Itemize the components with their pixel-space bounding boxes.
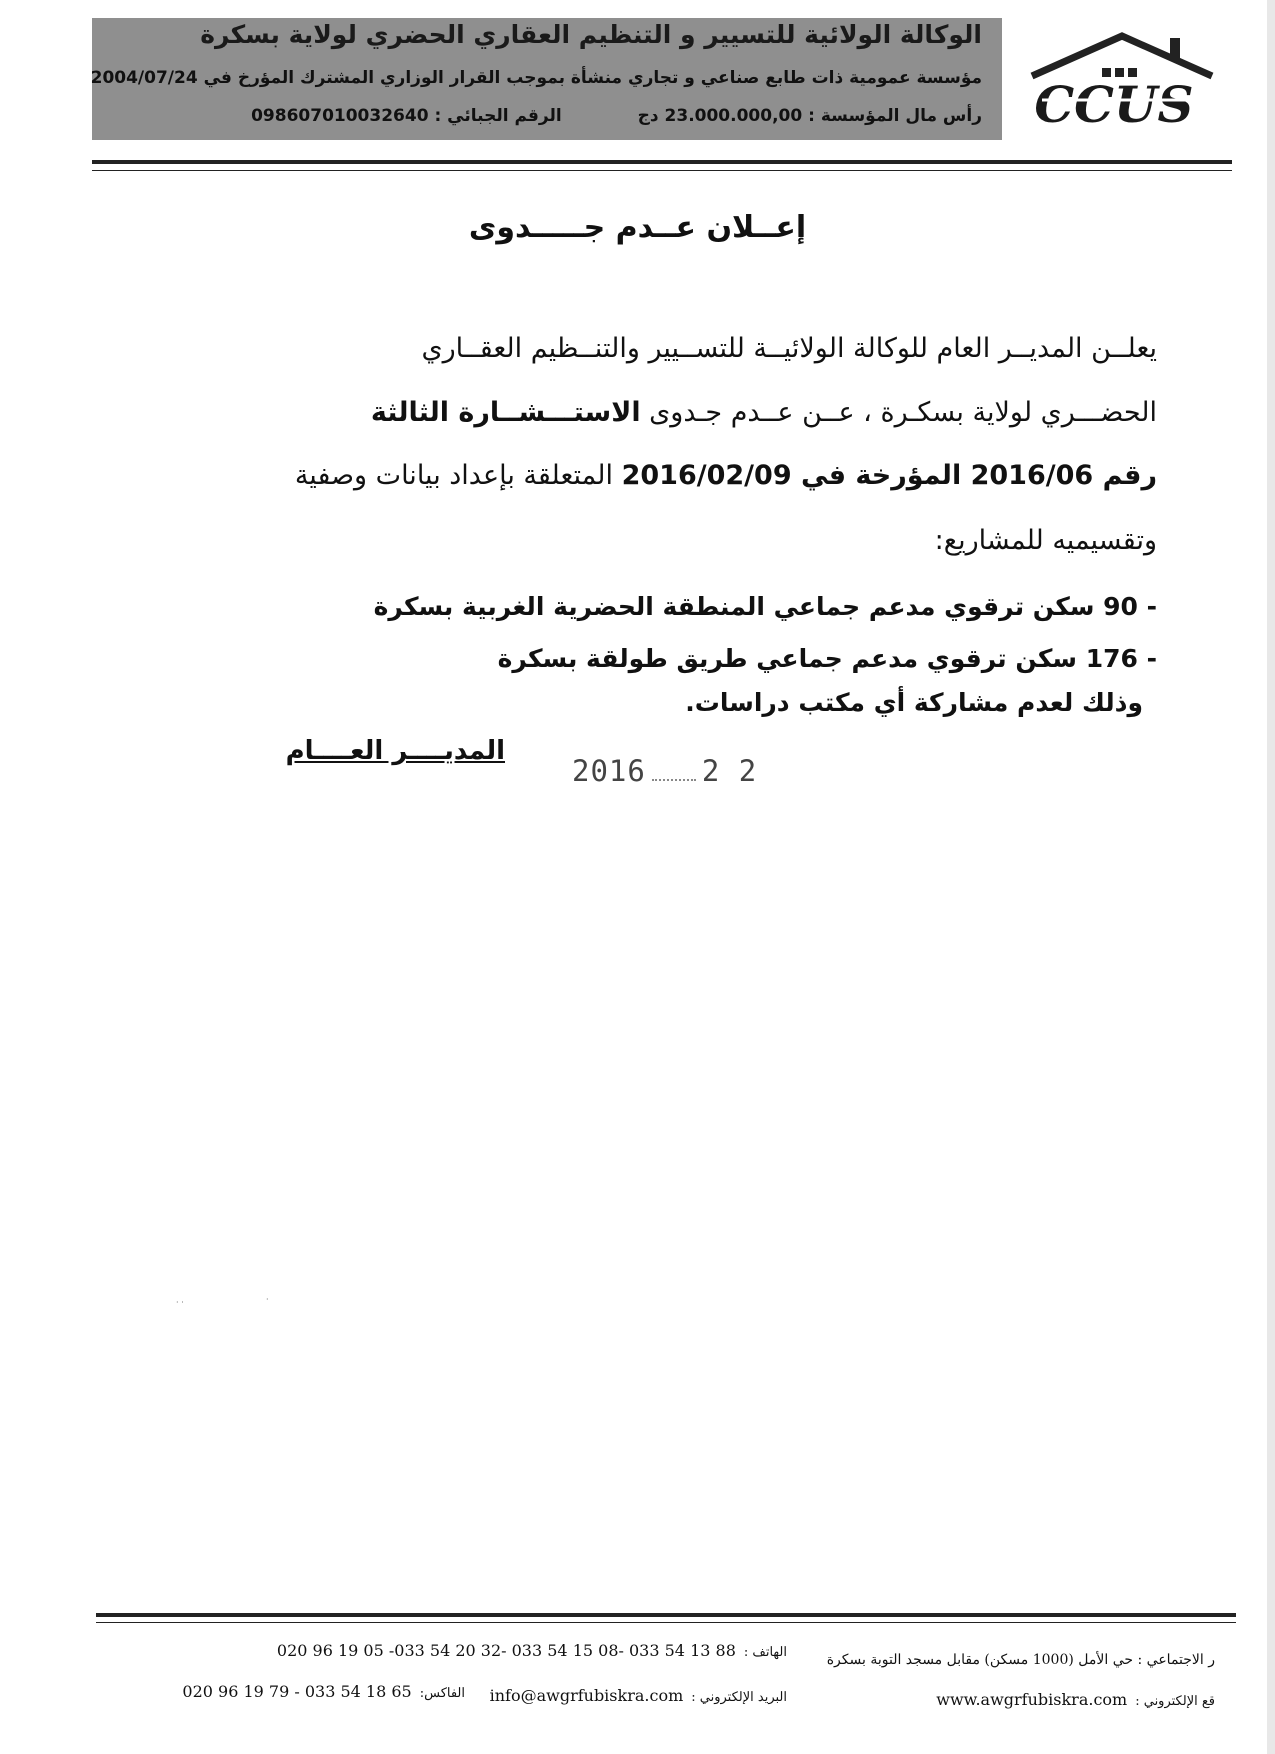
consultation-name: الاستـــشــارة الثالثة	[370, 397, 641, 428]
header-rule-thin	[92, 170, 1232, 171]
capital-text: رأس مال المؤسسة : 23.000.000,00 دج	[637, 106, 982, 126]
footer-address: ر الاجتماعي : حي الأمل (1000 مسكن) مقابل مسجد التوبة بسكرة	[826, 1652, 1215, 1668]
header-rule	[92, 160, 1232, 164]
phone-numbers: 020 96 19 05 -033 54 20 32- 033 54 15 08- 033 54 13 88	[276, 1641, 736, 1660]
scan-speck: · ·	[176, 1298, 184, 1307]
letterhead-band	[92, 18, 1002, 140]
stamp-year: 2016	[572, 754, 646, 788]
body-line-3-text: المتعلقة بإعداد بيانات وصفية	[294, 460, 622, 491]
body-line-2-text: الحضـــري لولاية بسكـرة ، عــن عــدم جـدوى	[640, 397, 1157, 428]
footer-rule	[96, 1613, 1236, 1617]
footer-phones	[277, 1641, 787, 1660]
body-line-4: وتقسيميه للمشاريع:	[934, 525, 1157, 556]
footer-fax	[182, 1682, 465, 1701]
tax-id-text: الرقم الجبائي : 098607010032640	[251, 106, 562, 126]
date-stamp	[572, 754, 757, 788]
project-item: - 176 سكن ترقوي مدعم جماعي طريق طولقة بسكرة	[497, 644, 1157, 673]
agency-name: الوكالة الولائية للتسيير و التنظيم العقاري الحضري لولاية بسكرة	[200, 20, 982, 49]
body-line-2	[371, 397, 1157, 428]
svg-text:CCUS: CCUS	[1034, 75, 1194, 134]
stamp-month-mark	[652, 761, 696, 781]
agency-logo	[1002, 18, 1234, 140]
agency-ids	[251, 106, 982, 126]
reason-line: وذلك لعدم مشاركة أي مكتب دراسات.	[685, 688, 1143, 717]
email-label: البريد الإلكتروني :	[691, 1690, 787, 1705]
website-label: قع الإلكتروني :	[1135, 1694, 1215, 1709]
consultation-ref: رقم 2016/06 المؤرخة في 2016/02/09	[621, 460, 1157, 491]
body-line-3	[295, 460, 1157, 491]
agency-legal-status: مؤسسة عمومية ذات طابع صناعي و تجاري منشأة بموجب القرار الوزاري المشترك المؤرخ في 2004/07/24	[90, 68, 982, 88]
website-link[interactable]: www.awgrfubiskra.com	[936, 1690, 1128, 1709]
page-edge	[1267, 0, 1275, 1754]
signature-director-general: المديــــر العــــام	[285, 736, 505, 766]
body-line-1: يعلــن المديــر العام للوكالة الولائيــة للتســيير والتنــظيم العقــاري	[421, 333, 1157, 364]
email-link[interactable]: info@awgrfubiskra.com	[489, 1686, 684, 1705]
scan-speck: ·	[266, 1295, 269, 1304]
announcement-title: إعــلان عــدم جـــــدوى	[468, 210, 807, 245]
project-item: - 90 سكن ترقوي مدعم جماعي المنطقة الحضرية الغربية بسكرة	[373, 592, 1157, 621]
fax-numbers: 020 96 19 79 - 033 54 18 65	[182, 1682, 412, 1701]
footer-rule-thin	[96, 1622, 1236, 1623]
house-logo-icon	[1002, 18, 1234, 140]
footer-email	[490, 1686, 787, 1705]
stamp-day: 2 2	[701, 754, 758, 788]
phone-label: الهاتف :	[743, 1645, 787, 1660]
fax-label: الفاكس:	[419, 1686, 465, 1701]
footer-website	[936, 1690, 1215, 1709]
